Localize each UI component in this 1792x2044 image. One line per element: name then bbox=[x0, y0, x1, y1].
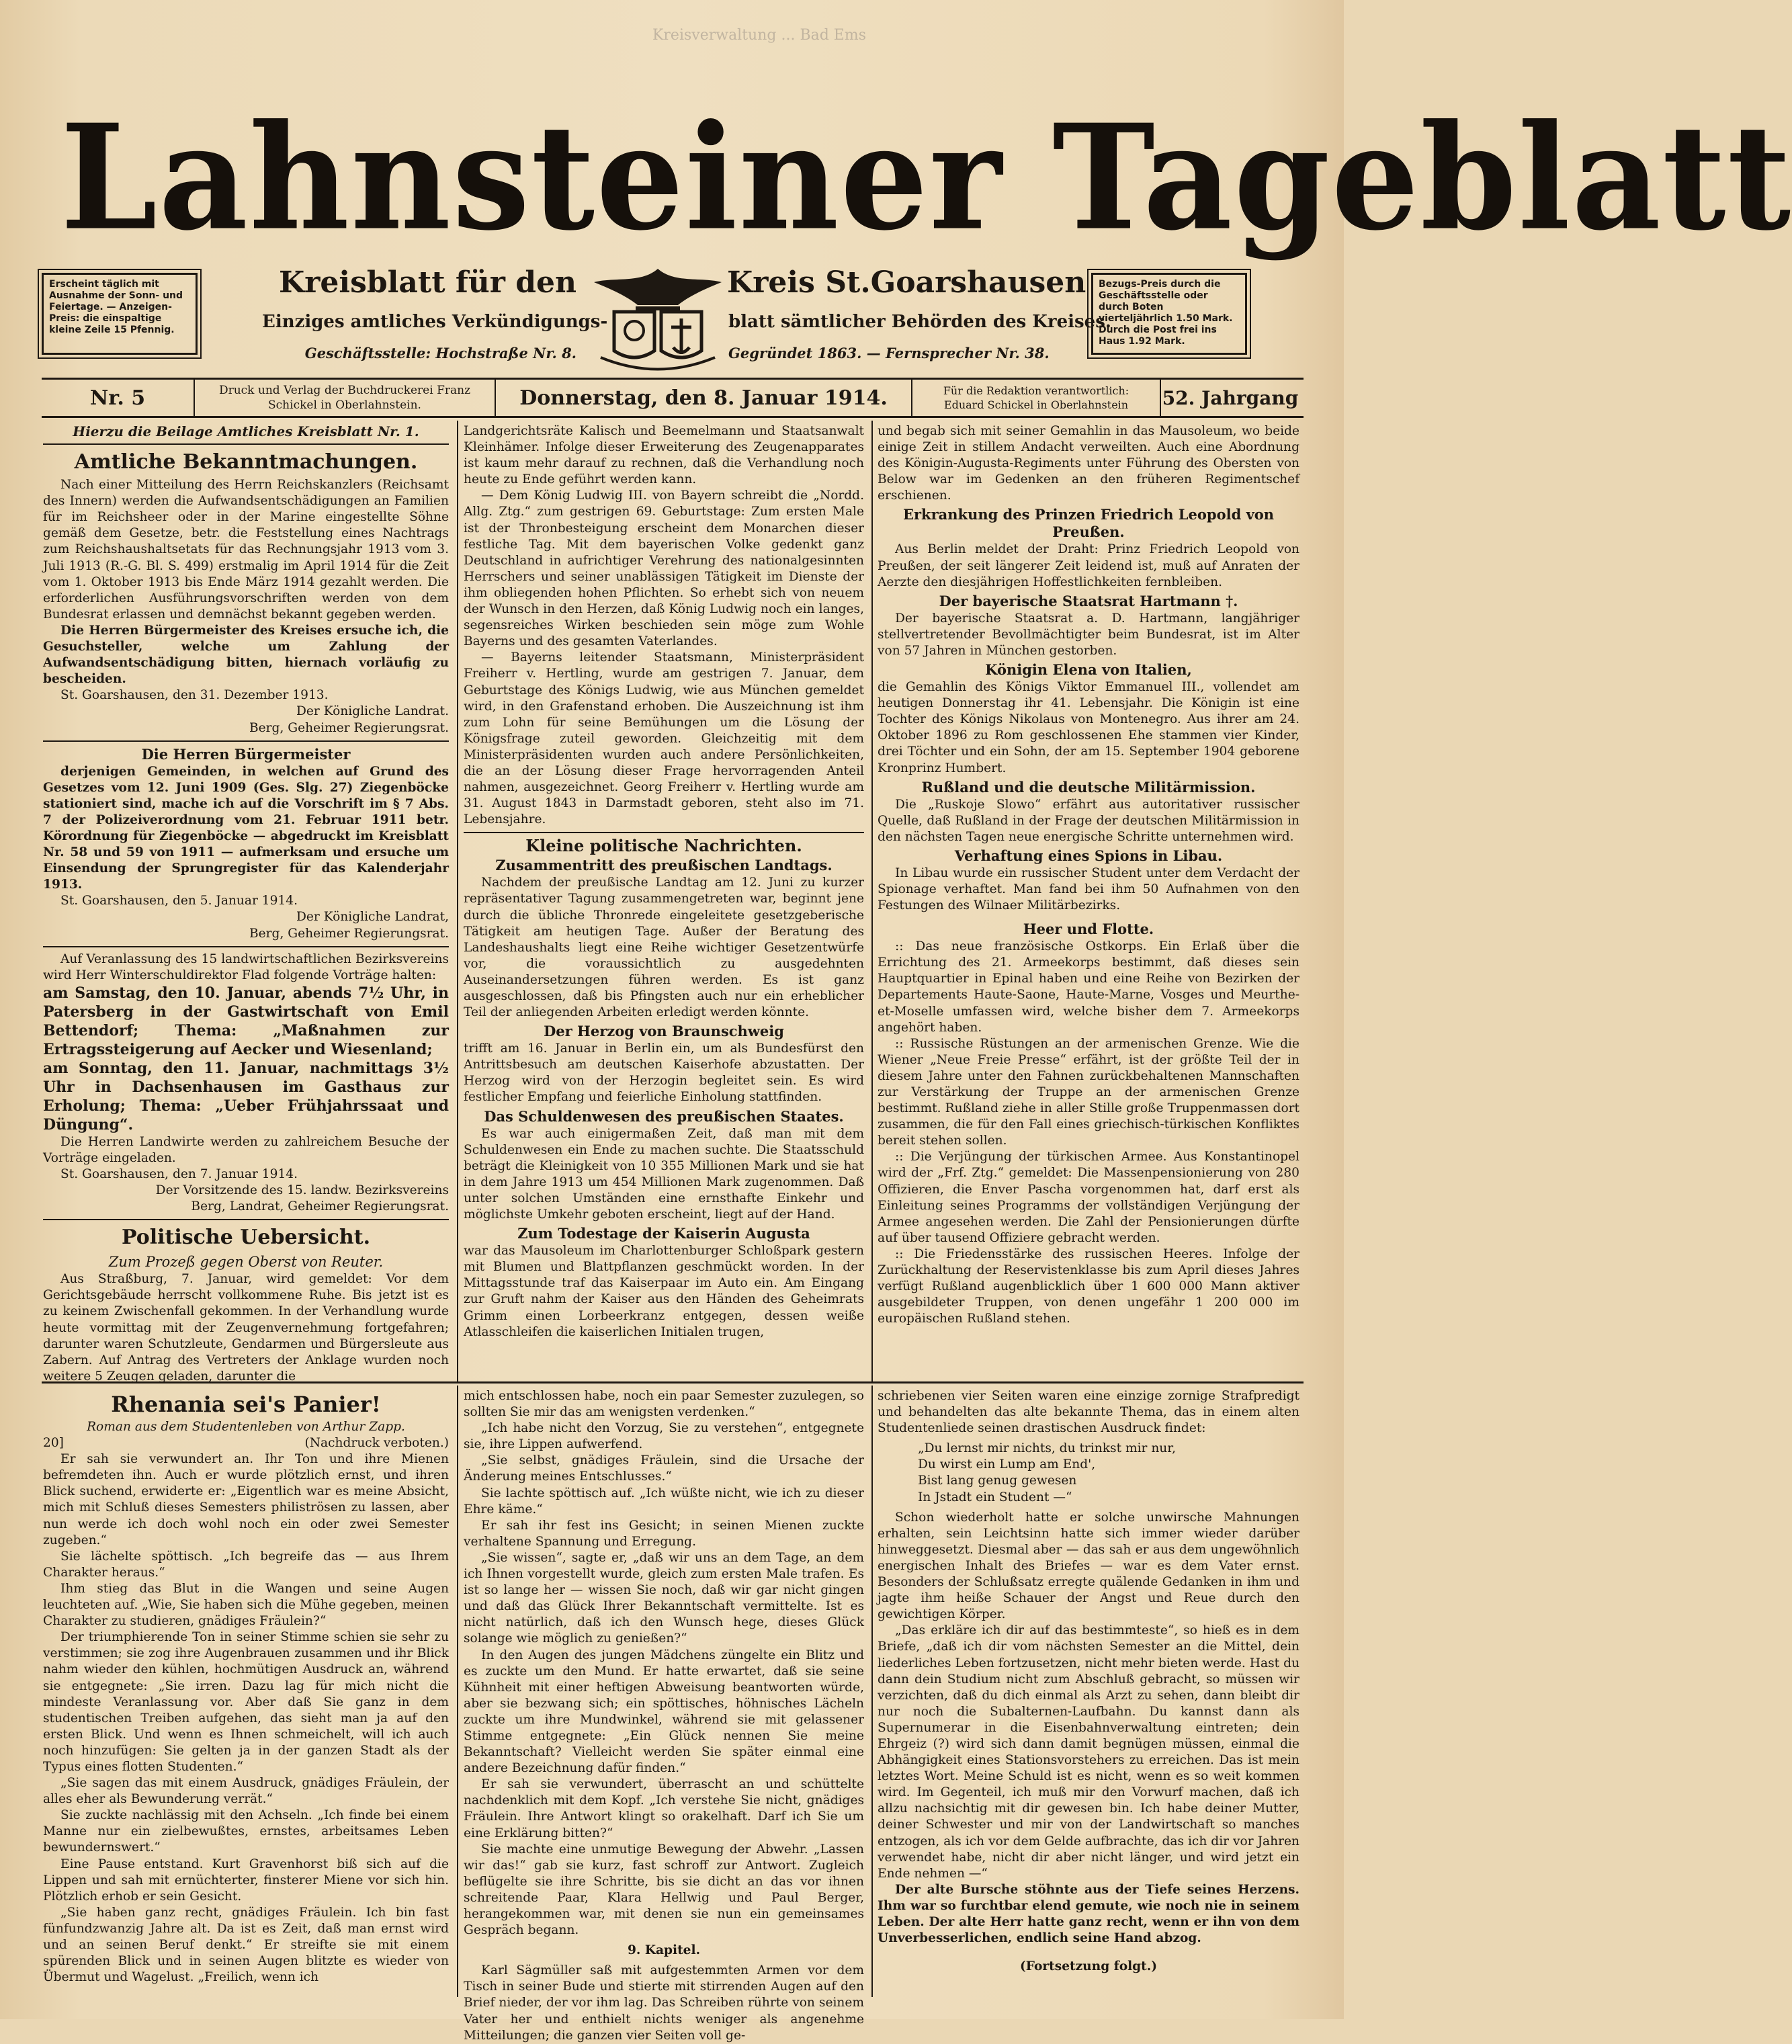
continued-notice: (Fortsetzung folgt.) bbox=[1019, 1959, 1158, 1974]
article-heading: Königin Elena von Italien, bbox=[985, 661, 1192, 679]
article-heading: Verhaftung eines Spions in Libau. bbox=[954, 847, 1223, 864]
paragraph: Der triumphierende Ton in seiner Stimme schien sie sehr zu verstimmen; sie zog ihre Augenbrauen zusammen und ihr Blick nahm wieder den kühlen, hochmütigen Ausdruck an, während sie entgegnete: „Sie irren. Dazu lag für mich nicht die mindeste Veranlassung vor. Aber daß Sie ganz in dem studentischen Treiben aufgehen, das sieht man ja auf den ersten Blick. Und wenn es Ihnen schmeichelt, will ich auch noch hinzufügen: Sie gelten ja in der ganzen Stadt als der Typus eines flotten Studenten.“ bbox=[43, 1630, 449, 1774]
installment-number: 20] bbox=[43, 1436, 64, 1451]
paragraph: „Sie wissen“, sagte er, „daß wir uns an dem Tage, an dem ich Ihnen vorgestellt wurde, gleich zum ersten Male trafen. Es ist so lange her — wissen Sie noch, daß wir gar nicht gingen und daß das Glück Ihrer Bekanntschaft vermittelte. Ist es nicht natürlich, daß ich den Wunsch hege, dieses Glück solange wie möglich zu genießen?“ bbox=[464, 1550, 864, 1646]
paragraph: :: Das neue französische Ostkorps. Ein Erlaß über die Errichtung des 21. Armeekorps bestimmt, daß dieses sein Hauptquartier in Epinal haben und eine Reihe von Bezirken der Departements Haute-Saone, Haute-Marne, Vosges und Meurthe-et-Moselle umfassen wird, welche bisher dem 7. Armeekorps angehört haben. bbox=[878, 939, 1299, 1035]
paragraph: St. Goarshausen, den 5. Januar 1914. bbox=[60, 894, 298, 908]
issue-number: Nr. 5 bbox=[42, 380, 195, 416]
verse-line: „Du lernst mir nichts, du trinkst mir nur, bbox=[918, 1441, 1177, 1456]
lecture-announcement: am Sonntag, den 11. Januar, nachmittags 3½ Uhr in Dachsenhausen im Gasthaus zur Erholung; Thema: „Ueber Frühjahrssaat und Düngung“. bbox=[43, 1059, 449, 1134]
signature-line: Der Vorsitzende des 15. landw. Bezirksvereins bbox=[155, 1183, 449, 1198]
article-heading: Rußland und die deutsche Militärmission. bbox=[921, 778, 1256, 796]
paragraph: derjenigen Gemeinden, in welchen auf Grund des Gesetzes vom 12. Juni 1909 (Ges. Slg. 27) Ziegenböcke stationiert sind, mache ich auf die Vorschrift im § 7 Abs. 7 der Polizeiverordnung vom 21. Februar 1911 betr. Körordnung für Ziegenböcke — abgedruckt im Kreisblatt Nr. 58 und 59 von 1911 — aufmerksam und ersuche um Einsendung der Sprungregister für das Kalenderjahr 1913. bbox=[43, 764, 449, 892]
column-rule bbox=[871, 1386, 873, 1997]
article-heading: Zusammentritt des preußischen Landtags. bbox=[495, 857, 833, 874]
section-heading-short-news: Kleine politische Nachrichten. bbox=[525, 836, 802, 856]
editor-info: Für die Redaktion verantwortlich: Eduard Schickel in Oberlahnstein bbox=[912, 380, 1161, 416]
issue-info-bar bbox=[42, 378, 1304, 418]
column-foreign-news bbox=[878, 423, 1299, 1379]
feuilleton-column-1 bbox=[43, 1388, 449, 1993]
signature-line: Berg, Geheimer Regierungsrat. bbox=[249, 926, 449, 941]
paragraph: Karl Sägmüller saß mit aufgestemmten Armen vor dem Tisch in seiner Bude und stierte mit stirrenden Augen auf den Brief nieder, der vor ihm lag. Das Schreiben rührte von seinem Vater her und enthielt nichts weniger als angenehme Mitteilungen; die ganzen vier Seiten voll ge- bbox=[464, 1963, 864, 2043]
paragraph: Ihm stieg das Blut in die Wangen und seine Augen leuchteten auf. „Wie, Sie haben sich die Mühe gegeben, meinen Charakter zu studieren, gnädiges Fräulein?“ bbox=[43, 1581, 449, 1629]
notice-heading: Die Herren Bürgermeister bbox=[141, 745, 351, 763]
paragraph: :: Russische Rüstungen an der armenischen Grenze. Wie die Wiener „Neue Freie Presse“ erfährt, ist der größte Teil der in diesem Jahre unter den Fahnen zurückbehaltenen Mannschaften zur Verstärkung der Truppe an der armenischen Grenze bestimmt. Rußland ziehe in aller Stille große Truppenmassen dort zusammen, die für den Fall eines griechisch-türkischen Konfliktes bereit stehen sollen. bbox=[878, 1036, 1299, 1148]
paragraph: In den Augen des jungen Mädchens züngelte ein Blitz und es zuckte um den Mund. Er hatte erwartet, daß sie seine Kühnheit mit einer heftigen Abweisung beantworten würde, aber sie bezwang sich; ein spöttisches, höhnisches Lächeln zuckte um ihre Mundwinkel, während sie mit gelassener Stimme entgegnete: „Ein Glück nennen Sie meine Bekanntschaft? Vielleicht werden Sie später einmal eine andere Bezeichnung dafür finden.“ bbox=[464, 1648, 864, 1776]
paragraph: schriebenen vier Seiten waren eine einzige zornige Strafpredigt und behandelten das alte bekannte Thema, das in einem alten Studentenliede seinen drastischen Ausdruck findet: bbox=[878, 1389, 1299, 1436]
library-stamp: Kreisverwaltung ... Bad Ems bbox=[652, 27, 867, 44]
paragraph: und begab sich mit seiner Gemahlin in das Mausoleum, wo beide einige Zeit in stillem Andacht verweilten. Auch eine Abordnung des Königin-Augusta-Regiments unter Führung des Obersten von Below war im Gedenken an den früheren Regimentschef erschienen. bbox=[878, 424, 1299, 503]
subscription-price-box: Bezugs-Preis durch die Geschäftsstelle oder durch Boten vierteljährlich 1.50 Mark. Durch die Post frei ins Haus 1.92 Mark. bbox=[1091, 273, 1247, 355]
paragraph: war das Mausoleum im Charlottenburger Schloßpark gestern mit Blumen und Blattpflanzen geschmückt worden. In der Mittagsstunde traf das Kaiserpaar im Auto ein. Am Eingang zur Gruft nahm der Kaiser aus den Händen des Geheimrats Grimm einen Lorbeerkranz entgegen, dessen weiße Atlasschleifen die kaiserlichen Initialen trugen, bbox=[464, 1244, 864, 1339]
article-heading: Der bayerische Staatsrat Hartmann †. bbox=[939, 592, 1238, 609]
paragraph: Es war auch einigermaßen Zeit, daß man mit dem Schuldenwesen ein Ende zu machen suchte. Die Staatsschuld beträgt die Kleinigkeit von 10 355 Millionen Mark und sie hat in dem Jahre 1913 um 454 Millionen Mark zugenommen. Daß unter solchen Umständen eine ernsthafte Einkehr und möglichste Umkehr geboten erscheint, liegt auf der Hand. bbox=[464, 1126, 864, 1222]
publication-info-box: Erscheint täglich mit Ausnahme der Sonn- und Feiertage. — Anzeigen-Preis: die einspaltige kleine Zeile 15 Pfennig. bbox=[42, 273, 198, 355]
paragraph: St. Goarshausen, den 31. Dezember 1913. bbox=[60, 688, 329, 703]
volume-year: 52. Jahrgang bbox=[1162, 386, 1299, 409]
newspaper-title: Lahnsteiner Tageblatt bbox=[60, 93, 1792, 263]
paragraph: Die Herren Landwirte werden zu zahlreichem Besuche der Vorträge eingeladen. bbox=[43, 1134, 449, 1165]
paragraph: Er sah ihr fest ins Gesicht; in seinen Mienen zuckte verhaltene Spannung und Erregung. bbox=[464, 1518, 864, 1549]
signature-line: Der Königliche Landrat, bbox=[296, 910, 449, 925]
paragraph: die Gemahlin des Königs Viktor Emmanuel III., vollendet am heutigen Donnerstag ihr 41. Lebensjahr. Die Königin ist eine Tochter des Königs Nikolaus von Montenegro. Aus ihrer am 24. Oktober 1896 zu Rom geschlossenen Ehe stammen vier Kinder, drei Töchter und ein Sohn, der am 15. September 1904 geborene Kronprinz Humbert. bbox=[878, 680, 1299, 775]
column-rule bbox=[457, 1386, 458, 1997]
novel-subtitle: Roman aus dem Studentenleben von Arthur Zapp. bbox=[87, 1420, 405, 1434]
paragraph: „Ich habe nicht den Vorzug, Sie zu verstehen“, entgegnete sie, ihre Lippen aufwerfend. bbox=[464, 1421, 864, 1452]
signature-line: Der Königliche Landrat. bbox=[296, 704, 449, 719]
paragraph: Aus Berlin meldet der Draht: Prinz Friedrich Leopold von Preußen, der seit längerer Zeit leidend ist, muß auf Anraten der Aerzte den diesjährigen Hoffestlichkeiten fernbleiben. bbox=[878, 542, 1299, 589]
paragraph: — Dem König Ludwig III. von Bayern schreibt die „Nordd. Allg. Ztg.“ zum gestrigen 69. Geburtstage: Zum ersten Male ist der Thronbesteigung erscheint dem Monarchen dieser festliche Tag. Mit dem bayerischen Volke gedenkt ganz Deutschland in aufrichtiger Verehrung des nationalgesinnten Herrschers und seiner unablässigen Tätigkeit im Dienste der ihm obliegenden hohen Pflichten. So erhebt sich von neuem der Wunsch in den Herzen, daß König Ludwig noch ein langes, segensreiches Wirken beschieden sein möge zum Wohle Bayerns und des gesamten Vaterlandes. bbox=[464, 488, 864, 649]
column-rule bbox=[457, 421, 458, 1381]
paragraph: Der alte Bursche stöhnte aus der Tiefe seines Herzens. Ihm war so furchtbar elend gemute, wie noch nie in seinem Leben. Der alte Herr hatte ganz recht, wenn er ihn von dem Unverbesserlichen, endlich seine Hand abzog. bbox=[878, 1882, 1299, 1946]
paragraph: :: Die Friedensstärke des russischen Heeres. Infolge der Zurückhaltung der Reservistenklasse bis zum April dieses Jahres verfügt Rußland augenblicklich über 1 600 000 Mann aktiver ausgebildeter Truppen, von denen ungefähr 1 200 000 im europäischen Rußland stehen. bbox=[878, 1246, 1299, 1326]
verse-line: Bist lang genug gewesen bbox=[918, 1474, 1077, 1488]
section-heading-politics: Politische Uebersicht. bbox=[121, 1226, 371, 1250]
paragraph: „Sie sagen das mit einem Ausdruck, gnädiges Fräulein, der alles eher als Bewunderung verrät.“ bbox=[43, 1776, 449, 1807]
paragraph: In Libau wurde ein russischer Student unter dem Verdacht der Spionage verhaftet. Man fand bei ihm 50 Aufnahmen von den Festungen des Wilnaer Militärbezirks. bbox=[878, 865, 1299, 913]
paragraph: Schon wiederholt hatte er solche unwirsche Mahnungen erhalten, sein Leichtsinn hatte sich immer wieder darüber hinweggesetzt. Diesmal aber — das sah er aus dem ungewöhnlich energischen Inhalt des Briefes — war es dem Vater ernst. Besonders der Schlußsatz erregte quälende Gedanken in ihm und jagte ihm heiße Schauer der Angst und Reue durch den gewichtigen Körper. bbox=[878, 1510, 1299, 1622]
paragraph: Der bayerische Staatsrat a. D. Hartmann, langjähriger stellvertretender Bevollmächtigter beim Bundesrat, ist im Alter von 57 Jahren in München gestorben. bbox=[878, 611, 1299, 658]
paragraph: Landgerichtsräte Kalisch und Beemelmann und Staatsanwalt Kleinhämer. Infolge dieser Erweiterung des Zeugenapparates ist kaum mehr darauf zu rechnen, daß die Verhandlung noch heute zu Ende geführt werden kann. bbox=[464, 424, 864, 487]
paragraph: St. Goarshausen, den 7. Januar 1914. bbox=[60, 1167, 298, 1181]
verse-line: Du wirst ein Lump am End', bbox=[918, 1457, 1096, 1472]
masthead-line2-left: Einziges amtliches Verkündigungs- bbox=[262, 312, 608, 332]
signature-line: Berg, Geheimer Regierungsrat. bbox=[249, 720, 449, 735]
founded-phone: Gegründet 1863. — Fernsprecher Nr. 38. bbox=[728, 345, 1050, 361]
issue-date: Donnerstag, den 8. Januar 1914. bbox=[496, 380, 912, 416]
paragraph: Nachdem der preußische Landtag am 12. Juni zu kurzer repräsentativer Tagung zusammengetreten war, beginnt jene durch die übliche Thronrede eingeleitete gesetzgeberische Tätigkeit am heutigen Tage. Außer der Beratung des Landeshaushalts liegt eine Reihe wichtiger Gesetzentwürfe vor, die voraussichtlich zu ausgedehnten Auseinandersetzungen führen werden. Es ist ganz ausgeschlossen, daß bis Pfingsten auch nur ein erheblicher Teil der anliegenden Arbeiten erledigt werden könnte. bbox=[464, 876, 864, 1020]
paragraph: „Sie selbst, gnädiges Fräulein, sind die Ursache der Änderung meines Entschlusses.“ bbox=[464, 1453, 864, 1484]
chapter-heading: 9. Kapitel. bbox=[627, 1943, 701, 1958]
article-heading: Der Herzog von Braunschweig bbox=[544, 1023, 784, 1040]
verse-line: In Jstadt ein Student —“ bbox=[918, 1490, 1072, 1504]
signature-line: Berg, Landrat, Geheimer Regierungsrat. bbox=[191, 1199, 449, 1214]
paragraph: Sie machte eine unmutige Bewegung der Abwehr. „Lassen wir das!“ gab sie kurz, fast schroff zur Antwort. Zugleich beflügelte sie ihre Schritte, bis sie dicht an das vor ihnen schreitende Paar, Klara Hellwig und Paul Berger, herangekommen war, mit denen sie nun ein gemeinsames Gespräch begann. bbox=[464, 1842, 864, 1938]
paragraph: „Das erkläre ich dir auf das bestimmteste“, so hieß es in dem Briefe, „daß ich dir vom nächsten Semester an die Mittel, dein liederliches Leben fortzusetzen, nicht mehr bieten werde. Hast du dann dein Studium nicht zum Abschluß gebracht, so müssen wir verzichten, daß du dich einmal als Arzt zu sehen, dann bleibt dir nur noch die Subalternen-Laufbahn. Du kannst dann als Supernumerar in die Eisenbahnverwaltung eintreten; dein Ehrgeiz (?) wird sich dann damit begnügen müssen, einmal die Abhängigkeit eines Stationsvorstehers zu erreichen. Das ist mein letztes Wort. Meine Schuld ist es nicht, wenn es so weit kommen wird. Im Gegenteil, ich muß mir den Vorwurf machen, daß ich allzu nachsichtig mit dir gewesen bin. Ich habe deiner Mutter, deiner Schwester und mir von der Landwirtschaft so manches entzogen, als ich vor dem Gelde aufbrachte, das ich dir vor Jahren verwendet habe, nicht dir aber nicht länger, und wird jetzt ein Ende nehmen —“ bbox=[878, 1623, 1299, 1881]
paragraph: Eine Pause entstand. Kurt Gravenhorst biß sich auf die Lippen und sah mit ernüchterter, finsterer Miene vor sich hin. Plötzlich erhob er sein Gesicht. bbox=[43, 1857, 449, 1904]
paragraph: Nach einer Mitteilung des Herrn Reichskanzlers (Reichsamt des Innern) werden die Aufwandsentschädigungen an Familien für im Reichsheer oder in der Marine eingestellte Söhne gemäß dem Gesetze, betr. die Feststellung eines Nachtrags zum Reichshaushaltsetats für das Rechnungsjahr 1913 vom 3. Juli 1913 (R.-G. Bl. S. 499) erstmalig im April 1914 für die Zeit vom 1. Oktober 1913 bis Ende März 1914 gezahlt werden. Die erforderlichen Ausführungsvorschriften werden von dem Bundesrat erlassen und demnächst bekannt gegeben werden. bbox=[43, 478, 449, 622]
masthead-line2-right: blatt sämtlicher Behörden des Kreises. bbox=[728, 312, 1111, 332]
article-heading: Das Schuldenwesen des preußischen Staates. bbox=[484, 1107, 844, 1125]
paragraph: Sie zuckte nachlässig mit den Achseln. „Ich finde bei einem Manne nur ein zielbewußtes, ernstes, arbeitsames Leben bewundernswert.“ bbox=[43, 1808, 449, 1855]
novel-title: Rhenania sei's Panier! bbox=[111, 1392, 381, 1417]
paragraph: — Bayerns leitender Staatsmann, Ministerpräsident Freiherr v. Hertling, wurde am gestrigen 7. Januar, dem Geburtstage des Königs Ludwig, wie aus München gemeldet wird, in den Grafenstand erhoben. Die Auszeichnung ist ihm zum Lohn für seine Bemühungen um die Lösung der Königsfrage zuteil geworden. Gleichzeitig mit dem Ministerpräsidenten wurden auch andere Persönlichkeiten, die an der Lösung dieser Frage hervorragenden Anteil nahmen, ausgezeichnet. Georg Freiherr v. Hertling wurde am 31. August 1843 in Darmstadt geboren, steht also im 71. Lebensjahre. bbox=[464, 650, 864, 827]
masthead-subtitle-left: Kreisblatt für den bbox=[278, 265, 577, 300]
paragraph: Sie lachte spöttisch auf. „Ich wüßte nicht, wie ich zu dieser Ehre käme.“ bbox=[464, 1486, 864, 1517]
paragraph: Sie lächelte spöttisch. „Ich begreife das — aus Ihrem Charakter heraus.“ bbox=[43, 1549, 449, 1580]
paragraph: trifft am 16. Januar in Berlin ein, um als Bundesfürst den Antrittsbesuch am deutschen Kaiserhofe abzustatten. Der Herzog wird von der Herzogin begleitet sein. Es wird festlicher Empfang und feierliche Einholung stattfinden. bbox=[464, 1041, 864, 1105]
coat-of-arms-emblem bbox=[587, 263, 728, 378]
paragraph: „Sie haben ganz recht, gnädiges Fräulein. Ich bin fast fünfundzwanzig Jahre alt. Da ist es Zeit, daß man ernst wird und an seinen Beruf denkt.“ Er streifte sie mit einem spürenden Blick und in seinen Augen blitzte es wieder von Übermut und Wagelust. „Freilich, wenn ich bbox=[43, 1905, 449, 1985]
column-official-notices bbox=[43, 423, 449, 1383]
paragraph: Er sah sie verwundert, überrascht an und schüttelte nachdenklich mit dem Kopf. „Ich verstehe Sie nicht, gnädiges Fräulein. Ihre Antwort klingt so orakelhaft. Darf ich Sie um eine Erklärung bitten?“ bbox=[464, 1777, 864, 1840]
novel-meta bbox=[43, 1435, 449, 1451]
paragraph: Aus Straßburg, 7. Januar, wird gemeldet: Vor dem Gerichtsgebäude herrscht vollkommene Ruhe. Bis jetzt ist es zu keinem Zwischenfall gekommen. In der Verhandlung wurde heute vormittag mit der Zeugenvernehmung fortgefahren; darunter waren Schutzleute, Gendarmen und Bürgersleute aus Zabern. Auf Antrag des Vertreters der Anklage wurden noch weitere 5 Zeugen geladen, darunter die bbox=[43, 1272, 449, 1383]
printer-info: Druck und Verlag der Buchdruckerei Franz Schickel in Oberlahnstein. bbox=[195, 380, 496, 416]
paragraph: Die „Ruskoje Slowo“ erfährt aus autoritativer russischer Quelle, daß Rußland in der Frage der deutschen Militärmission in den nächsten Tagen neue energische Schritte unternehmen wird. bbox=[878, 797, 1299, 844]
paragraph: Auf Veranlassung des 15 landwirtschaftlichen Bezirksvereins wird Herr Winterschuldirektor Flad folgende Vorträge halten: bbox=[43, 951, 449, 982]
paragraph: Die Herren Bürgermeister des Kreises ersuche ich, die Gesuchsteller, welche um Zahlung der Aufwandsentschädigung bitten, hiernach vorläufig zu bescheiden. bbox=[43, 623, 449, 687]
paragraph: Er sah sie verwundert an. Ihr Ton und ihre Mienen befremdeten ihn. Auch er wurde plötzlich ernst, und ihren Blick suchend, erwiderte er: „Eigentlich war es meine Absicht, mich mit Schluß dieses Semesters philiströsen zu lassen, aber nun werde ich doch wohl noch ein oder zwei Semester zugeben.“ bbox=[43, 1452, 449, 1547]
office-address: Geschäftsstelle: Hochstraße Nr. 8. bbox=[304, 345, 577, 361]
article-heading: Zum Prozeß gegen Oberst von Reuter. bbox=[108, 1254, 384, 1271]
paragraph: :: Die Verjüngung der türkischen Armee. Aus Konstantinopel wird der „Frf. Ztg.“ gemeldet: Die Massenpensionierung von 280 Offizieren, die Enver Pascha vorgenommen hat, darf erst als Einleitung seines Programms der vollständigen Verjüngung der Armee angesehen werden. Die Zahl der Pensionierungen dürfte auf über tausend Offiziere gebracht werden. bbox=[878, 1150, 1299, 1245]
column-politics bbox=[464, 423, 864, 1379]
supplement-notice: Hierzu die Beilage Amtliches Kreisblatt Nr. 1. bbox=[73, 423, 419, 439]
section-heading-official: Amtliche Bekanntmachungen. bbox=[74, 450, 418, 474]
paragraph: mich entschlossen habe, noch ein paar Semester zuzulegen, so sollten Sie mir das am wenigsten verdenken.“ bbox=[464, 1389, 864, 1420]
masthead-subtitle-right: Kreis St.Goarshausen bbox=[727, 265, 1086, 300]
article-heading: Erkrankung des Prinzen Friedrich Leopold von Preußen. bbox=[902, 506, 1275, 541]
column-rule bbox=[871, 421, 873, 1381]
reprint-notice: (Nachdruck verboten.) bbox=[304, 1436, 449, 1451]
section-heading-military: Heer und Flotte. bbox=[1023, 921, 1154, 938]
feuilleton-column-3 bbox=[878, 1388, 1299, 1993]
article-heading: Zum Todestage der Kaiserin Augusta bbox=[517, 1225, 810, 1242]
lecture-announcement: am Samstag, den 10. Januar, abends 7½ Uhr, in Patersberg in der Gastwirtschaft von Emil Bettendorf; Thema: „Maßnahmen zur Ertragssteigerung auf Aecker und Wiesenland; bbox=[43, 984, 449, 1058]
feuilleton-column-2 bbox=[464, 1388, 864, 2043]
